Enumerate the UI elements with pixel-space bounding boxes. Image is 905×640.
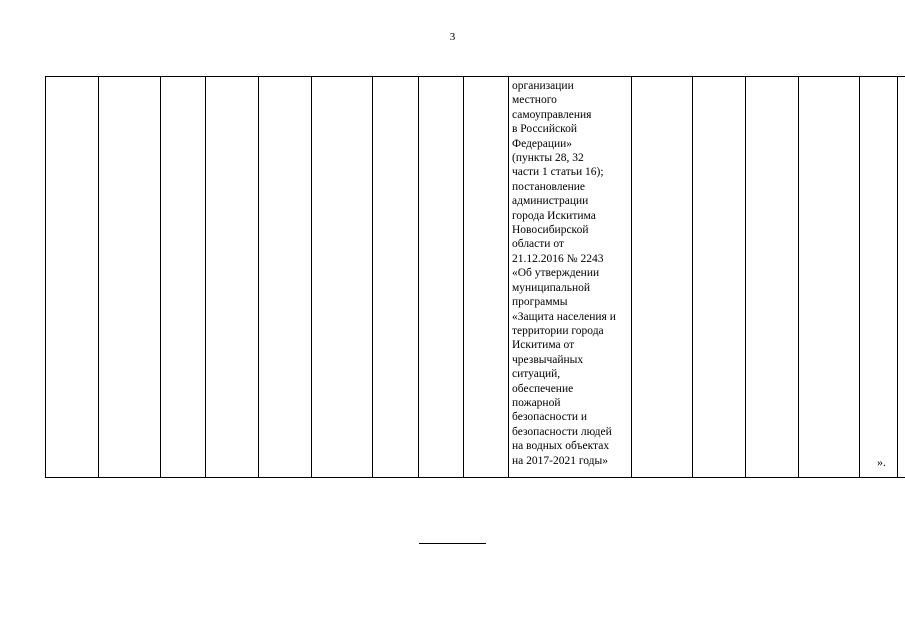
legal-basis-line: программы [512, 296, 568, 309]
legal-basis-cell [509, 77, 632, 478]
footer-divider [419, 543, 486, 544]
page-number: 3 [449, 31, 456, 43]
table-cell-empty [99, 77, 161, 478]
table-cell-empty [419, 77, 464, 478]
legal-basis-line: организации [512, 80, 574, 92]
table-cell-empty [259, 77, 312, 478]
table-cell-empty [693, 77, 746, 478]
legal-basis-line: Федерации» [512, 137, 573, 150]
legal-basis-line: обеспечение [512, 382, 574, 395]
legal-basis-line: администрации [512, 195, 589, 208]
table-cell-empty [46, 77, 99, 478]
table-cell-empty [161, 77, 206, 478]
legal-basis-line: пожарной [512, 396, 561, 409]
legal-basis-line: Новосибирской [512, 224, 589, 237]
legal-basis-line: «Защита населения и [512, 310, 616, 323]
legal-basis-line: области от [512, 238, 564, 251]
table-cell-empty [464, 77, 509, 478]
table-row [46, 77, 905, 478]
legal-basis-line: постановление [512, 180, 586, 193]
legal-basis-line: на водных объектах [512, 440, 610, 453]
legal-basis-line: части 1 статьи 16); [512, 166, 604, 179]
legal-basis-line: безопасности и [512, 411, 588, 424]
legal-basis-line: Искитима от [512, 339, 575, 352]
closing-quote-mark: ». [877, 455, 886, 469]
legal-basis-line: территории города [512, 324, 604, 337]
table-cell-empty [898, 77, 905, 478]
legal-basis-line: местного [512, 94, 557, 107]
legal-basis-line: 21.12.2016 № 2243 [512, 252, 604, 265]
table-cell-empty [860, 77, 898, 478]
table-cell-empty [206, 77, 259, 478]
legal-basis-line: (пункты 28, 32 [512, 152, 584, 165]
table-cell-empty [799, 77, 860, 478]
legal-basis-line: безопасности людей [512, 425, 612, 438]
legal-basis-line: в Российской [512, 123, 577, 136]
table-cell-empty [312, 77, 373, 478]
legal-basis-line: города Искитима [512, 209, 596, 222]
legal-basis-line: «Об утверждении [512, 267, 600, 280]
legal-basis-line: ситуаций, [512, 368, 561, 381]
legal-basis-line: на 2017-2021 годы» [512, 454, 609, 467]
document-table [45, 76, 905, 478]
legal-basis-line: самоуправления [512, 108, 592, 121]
legal-basis-line: чрезвычайных [512, 353, 584, 366]
table-cell-empty [746, 77, 799, 478]
legal-basis-line: муниципальной [512, 281, 591, 294]
table-cell-empty [373, 77, 419, 478]
table-cell-empty [632, 77, 693, 478]
